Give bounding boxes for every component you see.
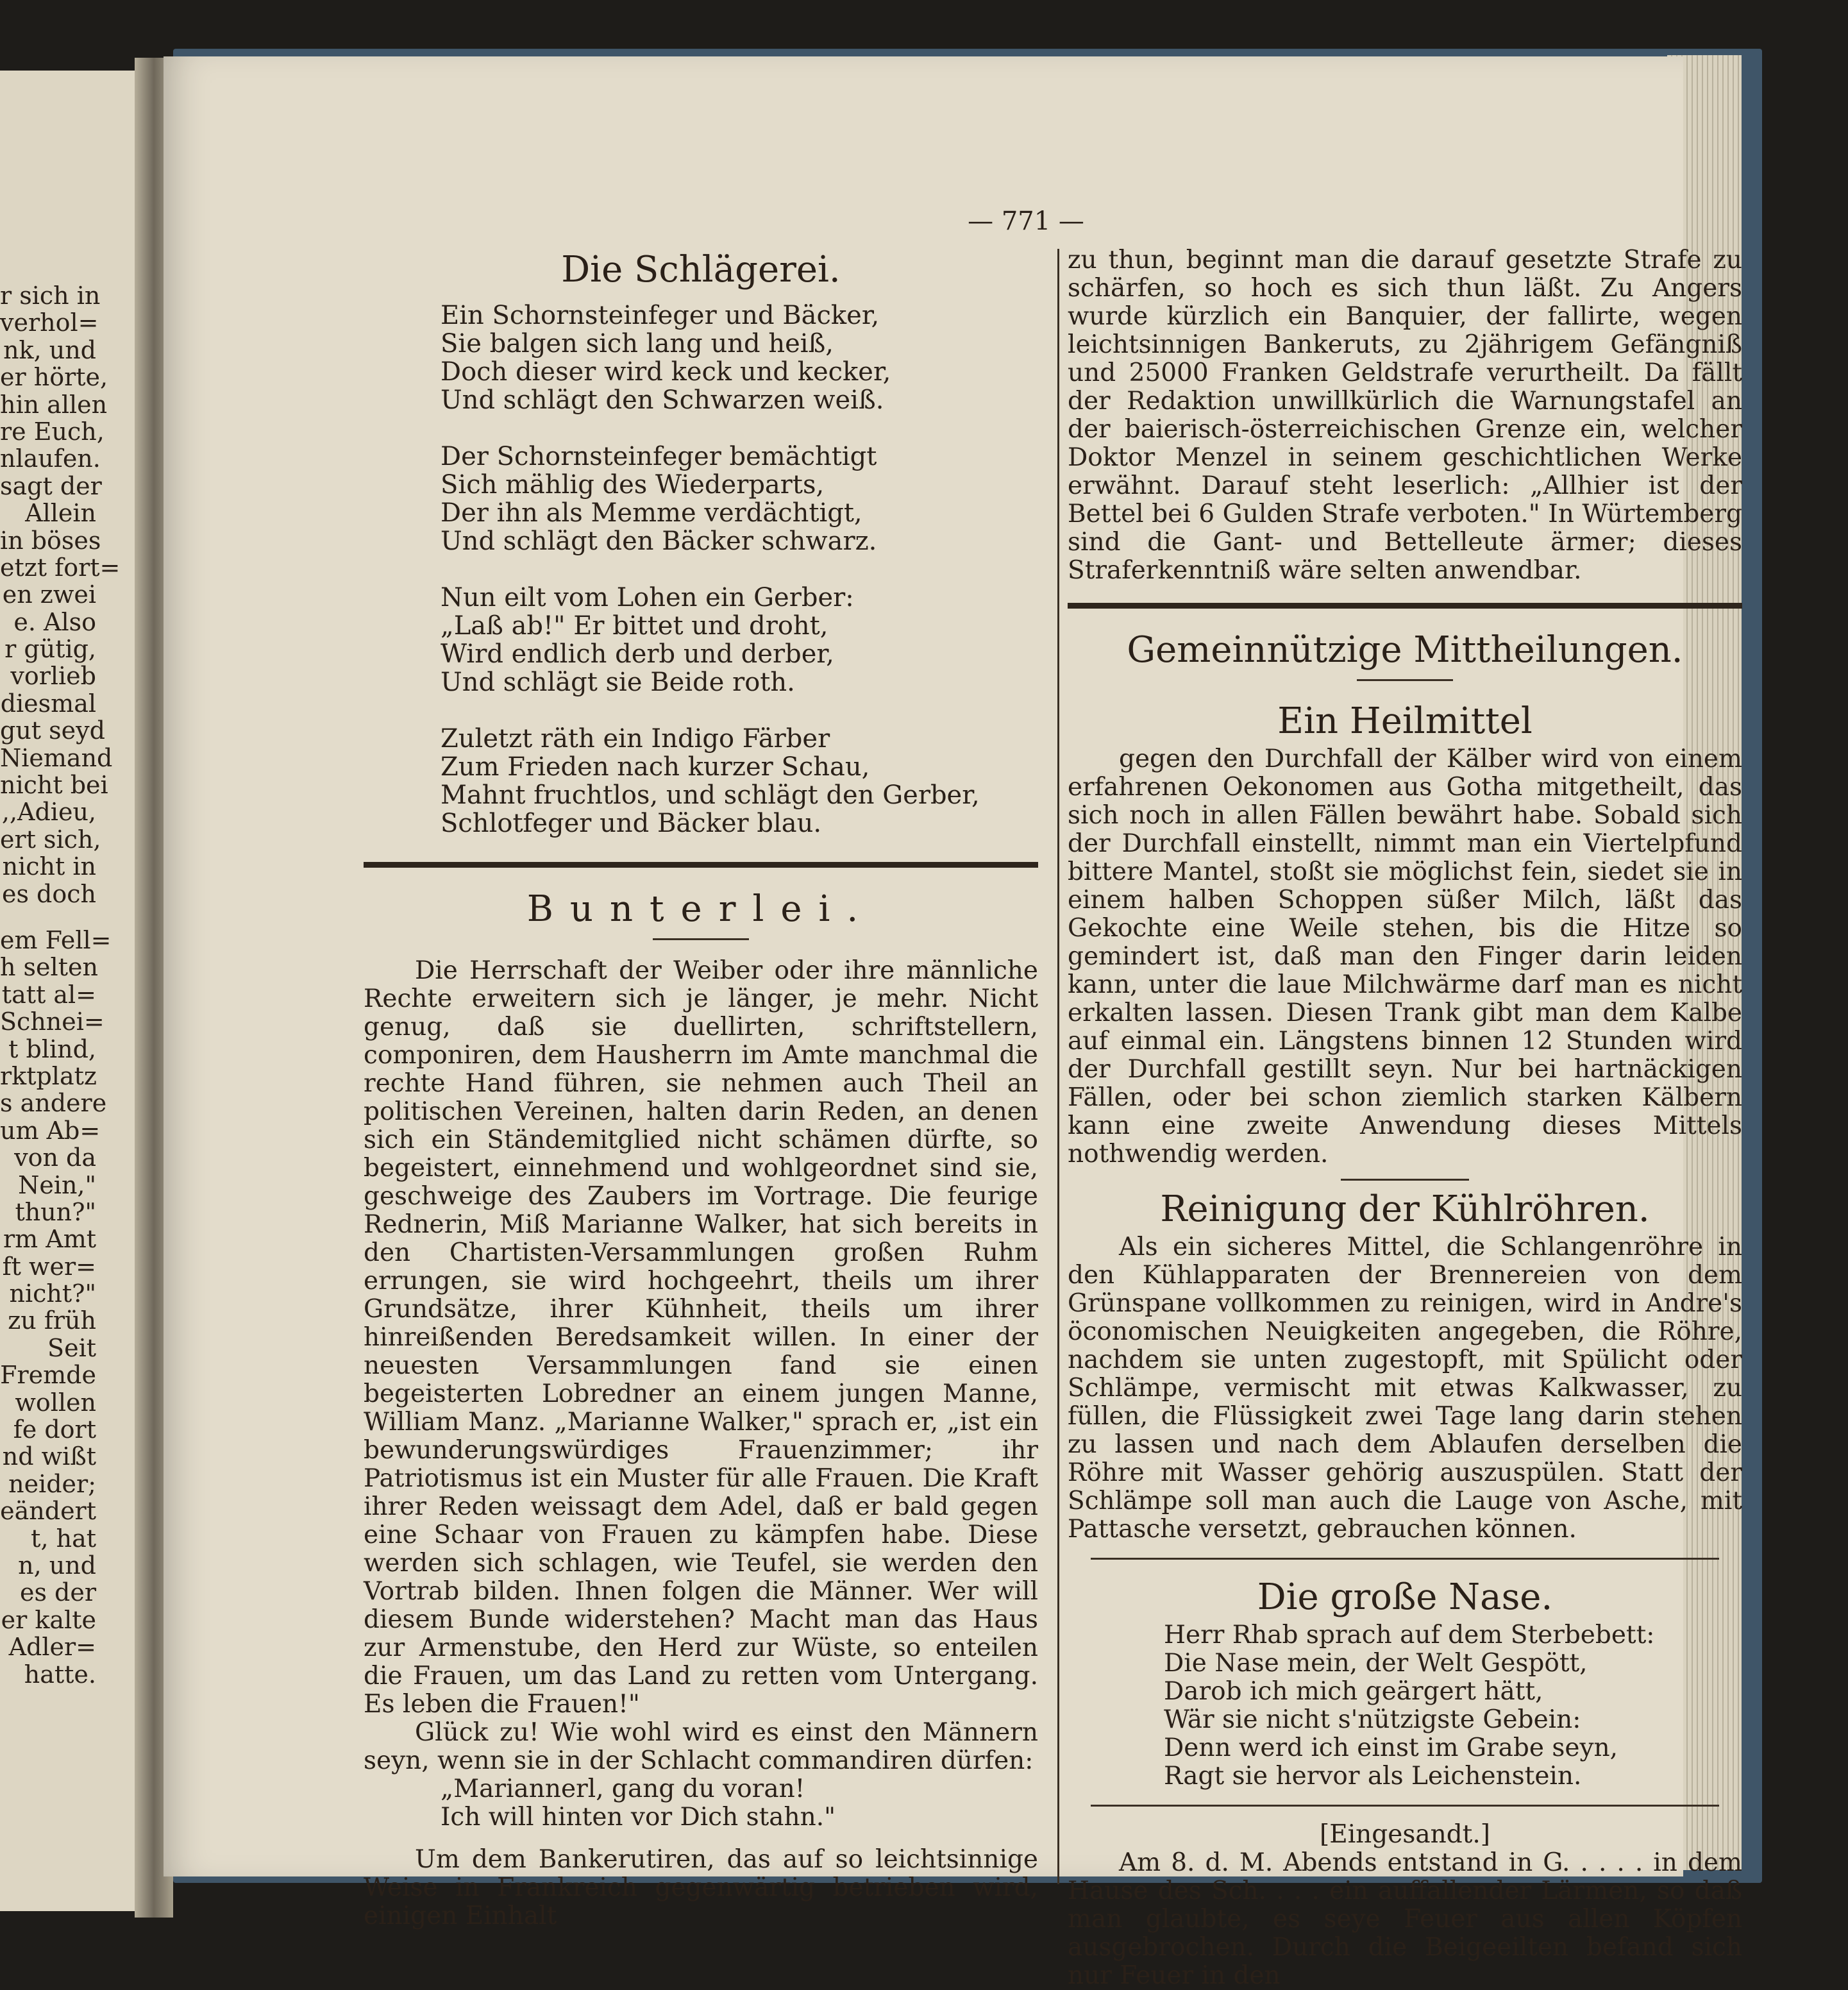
poem-line: Doch dieser wird keck und kecker,: [441, 357, 891, 387]
fragment-line: thun?": [15, 1197, 96, 1226]
poem-line: Ein Schornsteinfeger und Bäcker,: [441, 301, 880, 330]
verse-line: Wär sie nicht s'nützigste Gebein:: [1164, 1705, 1581, 1734]
section-rule: [364, 862, 1038, 868]
fragment-line: re Euch,: [0, 417, 105, 446]
fragment-line: Seit: [47, 1333, 96, 1362]
fragment-line: nicht bei: [0, 771, 108, 800]
right-column: [1068, 246, 1742, 1990]
fragment-line: em Fell=: [0, 925, 112, 954]
verse-line: Herr Rhab sprach auf dem Sterbebett:: [1164, 1621, 1655, 1649]
article-paragraph: Die Herrschaft der Weiber oder ihre männliche Rechte erweitern sich je länger, je mehr. Nicht genug, daß sie duellirten, schriftstellern, componiren, dem Hausherrn im Amte manchmal die rechte Hand führen, sie nehmen auch Theil an politischen Vereinen, halten darin Reden, an denen sich ein Ständemitglied nicht schämen dürfte, so begeistert, einnehmend und wohlgeordnet sind sie, geschweige des Zaubers im Vortrage. Die feurige Rednerin, Miß Marianne Walker, hat sich bereits in den Chartisten-Versammlungen großen Ruhm errungen, sie wird hochgeehrt, theils um ihrer Grundsätze, ihrer Kühnheit, theils um ihrer hinreißenden Beredsamkeit willen. In einer der neuesten Versammlungen fand sie einen begeisterten Lobredner an einem jungen Manne, William Manz. „Marianne Walker," sprach er, „ist ein bewunderungswürdiges Frauenzimmer; ihr Patriotismus ist ein Muster für alle Frauen. Die Kraft ihrer Reden weissagt dem Adel, daß er bald gegen eine Schaar von Frauen zu kämpfen habe. Diese werden sich schlagen, wie Teufel, sie werden den Vortrab bilden. Ihnen folgen die Männer. Wer will diesem Bunde widerstehen? Macht man das Haus zur Armenstube, den Herd zur Wüste, so enteilen die Frauen, um das Land zu retten vom Untergang. Es leben die Frauen!": [364, 956, 1038, 1719]
article-paragraph: Als ein sicheres Mittel, die Schlangenröhre in den Kühlapparaten der Brennereien von dem Grünspane vollkommen zu reinigen, wird in Andre's öconomischen Neuigkeiten angegeben, die Röhre, nachdem sie unten zugestopft, mit Spülicht oder Schlämpe, vermischt mit etwas Kalkwasser, zu füllen, die Flüssigkeit zwei Tage lang darin stehen zu lassen und nach dem Ablaufen derselben die Röhre mit Wasser gehörig auszuspülen. Statt der Schlämpe soll man auch die Lauge von Asche, mit Pattasche versetzt, gebrauchen können.: [1068, 1233, 1742, 1544]
poem-line: Zum Frieden nach kurzer Schau,: [441, 752, 870, 782]
fragment-line: e. Also: [13, 607, 96, 636]
verse-line: Die Nase mein, der Welt Gespött,: [1164, 1649, 1588, 1678]
section-rule: [1091, 1805, 1719, 1807]
fragment-line: zu früh: [8, 1306, 96, 1335]
fragment-line: wollen: [15, 1388, 96, 1417]
nase-verse: [1164, 1621, 1742, 1791]
fragment-line: sagt der: [0, 471, 102, 500]
poem-line: Der Schornsteinfeger bemächtigt: [441, 442, 877, 471]
poem: [441, 301, 1038, 838]
fragment-line: Schnei=: [0, 1008, 105, 1036]
title-rule: [653, 938, 749, 940]
poem-line: Sie balgen sich lang und heiß,: [441, 329, 834, 358]
verse-line: Ragt sie hervor als Leichenstein.: [1164, 1762, 1582, 1791]
fragment-line: r sich in: [0, 282, 101, 310]
fragment-line: es der: [19, 1578, 96, 1607]
poem-line: Der ihn als Memme verdächtigt,: [441, 498, 862, 528]
fragment-line: etzt fort=: [0, 553, 121, 582]
poem-stanza: [441, 443, 1038, 555]
fragment-line: gut seyd: [0, 716, 105, 745]
fragment-line: von da: [14, 1143, 96, 1172]
poem-line: Mahnt fruchtlos, und schlägt den Gerber,: [441, 780, 980, 810]
verse-line: Denn werd ich einst im Grabe seyn,: [1164, 1733, 1618, 1762]
fragment-line: ert sich,: [0, 825, 101, 854]
fragment-line: es doch: [1, 879, 96, 908]
fragment-line: Nein,": [18, 1170, 96, 1199]
left-page-text-fragment: [0, 282, 121, 1689]
fragment-line: eändert: [0, 1497, 96, 1526]
fragment-line: h selten: [0, 953, 98, 982]
poem-title: Die Schlägerei.: [561, 249, 841, 291]
article-title-heilmittel: Ein Heilmittel: [1277, 700, 1533, 742]
section-title-bunterlei: Bunterlei.: [526, 888, 875, 930]
fragment-line: ,,Adieu,: [1, 798, 96, 827]
fragment-line: vorlieb: [10, 662, 96, 691]
fragment-line: Adler=: [8, 1633, 96, 1662]
section-rule: [1068, 603, 1742, 609]
article-paragraph: Am 8. d. M. Abends entstand in G. . . . . in dem Hause des Sch. . . . ein auffallender Lärmen, so daß man glaubte, es seye Feuer aus allen Köpfen ausgebrochen. Durch die Beigeeilten befand sich nur Feuer in den: [1068, 1848, 1742, 1990]
fragment-line: Niemand: [0, 743, 113, 772]
section-rule: [1091, 1558, 1719, 1560]
fragment-line: tatt al=: [1, 980, 96, 1009]
eingesandt-label: [Eingesandt.]: [1320, 1820, 1490, 1849]
fragment-line: nd wißt: [2, 1442, 96, 1471]
poem-line: Schlotfeger und Bäcker blau.: [441, 809, 822, 838]
article-paragraph: Glück zu! Wie wohl wird es einst den Männern seyn, wenn sie in der Schlacht commandiren dürfen:: [364, 1718, 1038, 1775]
fragment-line: diesmal: [0, 689, 96, 718]
fragment-line: ft wer=: [2, 1252, 96, 1281]
poem-line: Zuletzt räth ein Indigo Färber: [441, 724, 830, 754]
fragment-line: t blind,: [8, 1034, 96, 1063]
left-column: [364, 246, 1038, 1930]
fragment-line: nicht in: [2, 852, 96, 881]
fragment-line: en zwei: [2, 580, 96, 609]
fragment-gap: [0, 907, 96, 927]
fragment-line: in böses: [0, 526, 101, 555]
column-divider: [1057, 249, 1059, 1884]
fragment-line: Fremde: [0, 1361, 96, 1390]
fragment-line: er hörte,: [0, 363, 108, 392]
verse-line: Darob ich mich geärgert hätt,: [1164, 1677, 1543, 1706]
poem-line: Und schlägt den Schwarzen weiß.: [441, 385, 884, 415]
poem-stanza: [441, 725, 1038, 838]
poem-line: Und schlägt sie Beide roth.: [441, 668, 795, 697]
article-paragraph: zu thun, beginnt man die darauf gesetzte Strafe zu schärfen, so hoch es sich thun läßt. Zu Angers wurde kürzlich ein Banquier, der fallirte, wegen leichtsinnigen Bankeruts, zu 2jährigem Gefängniß und 25000 Franken Geldstrafe verurtheilt. Da fällt der Redaktion unwillkürlich die Warnungstafel an der baierisch-österreichischen Grenze ein, welcher Doktor Menzel in seinem geschichtlichen Werke erwähnt. Darauf steht leserlich: „Allhier ist der Bettel bei 6 Gulden Strafe verboten." In Würtemberg sind die Gant- und Bettelleute ärmer; dieses Straferkenntniß wäre selten anwendbar.: [1068, 246, 1742, 585]
poem-stanza: [441, 301, 1038, 414]
article-paragraph: Um dem Bankerutiren, das auf so leichtsinnige Weise in Frankreich gegenwärtig betrieben wird, einigen Einhalt: [364, 1845, 1038, 1930]
title-rule: [1341, 1179, 1469, 1181]
fragment-line: um Ab=: [0, 1116, 101, 1145]
fragment-line: verhol=: [0, 308, 99, 337]
poem-line: Nun eilt vom Lohen ein Gerber:: [441, 583, 854, 612]
fragment-line: s andere: [0, 1089, 107, 1118]
right-page: [164, 56, 1742, 1990]
verse-line: Ich will hinten vor Dich stahn.": [441, 1803, 836, 1832]
fragment-line: er kalte: [1, 1605, 96, 1634]
fragment-line: nicht?": [9, 1279, 96, 1308]
poem-stanza: [441, 584, 1038, 696]
fragment-line: Allein: [25, 499, 96, 528]
fragment-line: r gütig,: [4, 635, 96, 664]
fragment-line: neider;: [8, 1469, 96, 1498]
fragment-line: hatte.: [24, 1660, 96, 1689]
fragment-line: nk, und: [3, 335, 96, 364]
article-title-kuehlroehren: Reinigung der Kühlröhren.: [1160, 1188, 1650, 1230]
poem-line: Wird endlich derb und derber,: [441, 639, 834, 669]
quoted-verse: [441, 1775, 1038, 1832]
fragment-line: t, hat: [31, 1524, 96, 1553]
fragment-line: fe dort: [13, 1415, 96, 1444]
fragment-line: hin allen: [0, 390, 108, 419]
article-title-nase: Die große Nase.: [1257, 1576, 1553, 1618]
fragment-line: rm Amt: [3, 1225, 96, 1254]
fragment-line: rktplatz: [0, 1061, 97, 1090]
verse-line: „Mariannerl, gang du voran!: [441, 1775, 805, 1803]
fragment-line: n, und: [18, 1551, 96, 1580]
poem-line: Und schlägt den Bäcker schwarz.: [441, 527, 877, 556]
page-number: — 771 —: [968, 207, 1084, 236]
title-rule: [1357, 679, 1453, 681]
article-paragraph: gegen den Durchfall der Kälber wird von einem erfahrenen Oekonomen aus Gotha mitgetheilt, das sich noch in allen Fällen bewährt habe. Sobald sich der Durchfall einstellt, nimmt man ein Viertelpfund bittere Mantel, stoßt sie möglichst fein, siedet sie in einem halben Schoppen süßer Milch, läßt das Gekochte eine Weile stehen, bis die Hitze so gemindert ist, daß man den Finger darin leiden kann, unter die laue Milchwärme darf man es nicht erkalten lassen. Diesen Trank gibt man dem Kalbe auf einmal ein. Längstens binnen 12 Stunden wird der Durchfall gestillt seyn. Nur bei hartnäckigen Fällen, oder bei schon ziemlich starken Kälbern kann eine zweite Anwendung dieses Mittels nothwendig werden.: [1068, 745, 1742, 1168]
fragment-line: nlaufen.: [0, 444, 101, 473]
poem-line: Sich mählig des Wiederparts,: [441, 470, 825, 500]
section-title-mittheilungen: Gemeinnützige Mittheilungen.: [1127, 629, 1683, 671]
poem-line: „Laß ab!" Er bittet und droht,: [441, 611, 828, 641]
